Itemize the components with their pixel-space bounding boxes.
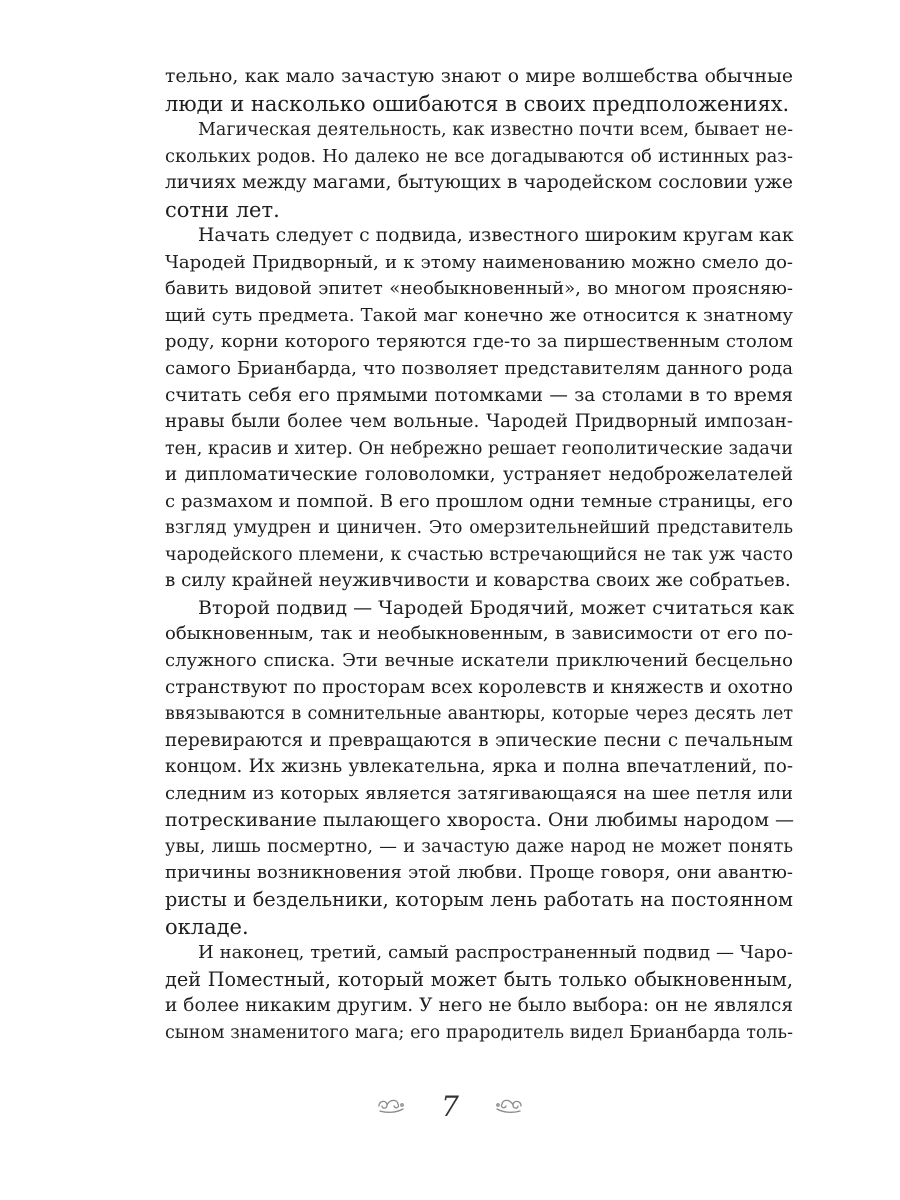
text-line: служного списка. Эти вечные искатели приключений бесцельно (165, 650, 793, 672)
text-line: концом. Их жизнь увлекательна, ярка и полна впечатлений, по- (165, 756, 793, 778)
text-line: люди и насколько ошибаются в своих предположениях. (165, 91, 790, 116)
text-line: ристы и бездельники, которым лень работать на постоянном (165, 887, 793, 911)
text-line: И наконец, третий, самый распространенный подвид — Чаро- (198, 942, 793, 964)
text-line: причины возникновения этой любви. Проще говоря, они авантю- (165, 862, 793, 884)
text-line: и более никаким другим. У него не было выбора: он не являлся (165, 995, 793, 1017)
text-line: в силу крайней неуживчивости и коварства своих же собратьев. (165, 570, 791, 592)
right-ornament-icon (494, 1090, 524, 1123)
text-line: сотни лет. (165, 197, 280, 222)
text-line: и дипломатические головоломки, устраняет недоброжелателей (165, 464, 793, 486)
text-line: потрескивание пылающего хвороста. Они любимы народом — (165, 809, 795, 832)
body-text (165, 64, 793, 1046)
text-line: обыкновенным, так и необыкновенным, в зависимости от его по- (165, 623, 793, 645)
text-line: Начать следует с подвида, известного широким кругам как (198, 225, 794, 247)
text-line: ввязываются в сомнительные авантюры, которые через десять лет (165, 704, 793, 725)
text-line: нравы были более чем вольные. Чародей Придворный импозан- (165, 411, 793, 433)
page-footer (0, 1088, 900, 1123)
text-line: считать себя его прямыми потомками — за столами в то время (165, 384, 793, 406)
text-line: бавить видовой эпитет «необыкновенный», во многом проясняю- (165, 278, 793, 300)
text-line: щий суть предмета. Такой маг конечно же относится к знатному (165, 304, 793, 326)
text-line: перевираются и превращаются в эпические песни с печальным (165, 729, 793, 751)
text-line: увы, лишь посмертно, — и зачастую даже народ не может понять (165, 836, 793, 857)
text-line: Магическая деятельность, как известно почти всем, бывает не- (198, 120, 793, 141)
text-line: Чародей Придворный, и к этому наименованию можно смело до- (165, 251, 793, 273)
text-line: тен, красив и хитер. Он небрежно решает геополитические задачи (165, 438, 793, 459)
page-number: 7 (441, 1090, 459, 1123)
text-line: странствуют по просторам всех королевств и княжеств и охотно (165, 676, 793, 698)
text-line: личиях между магами, бытующих в чародейском сословии уже (165, 172, 793, 194)
text-line: дей Поместный, который может быть только обыкновенным, (165, 967, 793, 991)
text-line: роду, корни которого теряются где-то за пиршественным столом (165, 331, 793, 353)
text-line: взгляд умудрен и циничен. Это омерзительнейший представитель (165, 518, 793, 539)
text-line: окладе. (165, 914, 249, 939)
text-line: самого Брианбарда, что позволяет представителям данного рода (165, 358, 793, 380)
text-line: следним из которых является затягивающаяся на шее петля или (165, 782, 793, 804)
text-line: сыном знаменитого мага; его прародитель видел Брианбарда толь- (165, 1022, 793, 1043)
text-line: чародейского племени, к счастью встречающийся не так уж часто (165, 544, 793, 565)
text-line: Второй подвид — Чародей Бродячий, может считаться как (198, 596, 795, 619)
left-ornament-icon (376, 1090, 406, 1123)
text-line: с размахом и помпой. В его прошлом одни темные страницы, его (165, 490, 793, 512)
text-line: скольких родов. Но далеко не все догадываются об истинных раз- (165, 146, 793, 167)
text-line: тельно, как мало зачастую знают о мире волшебства обычные (165, 66, 793, 87)
